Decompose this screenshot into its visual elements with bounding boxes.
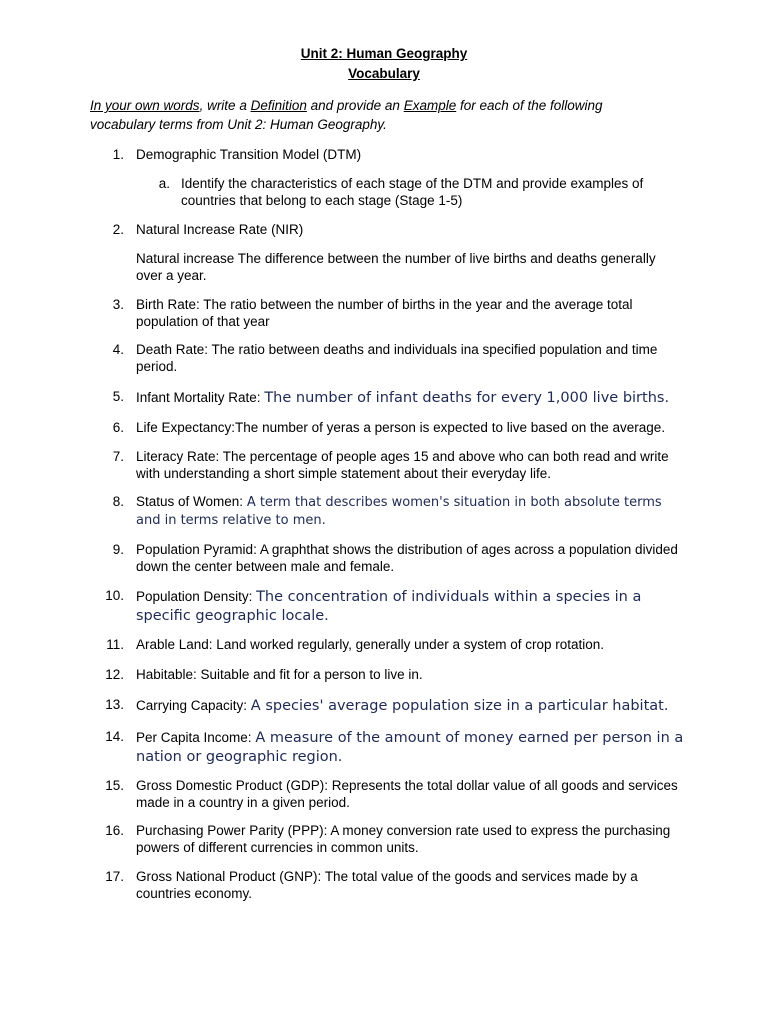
item-number: a. <box>158 176 170 191</box>
item-number: 5. <box>112 389 124 404</box>
item-term: Arable Land: Land worked regularly, generally under a system of crop rotation. <box>136 637 605 652</box>
item-number: 7. <box>112 449 124 464</box>
item-term: Natural Increase Rate (NIR) <box>136 222 304 237</box>
item-number: 8. <box>112 494 124 509</box>
item-content <box>136 588 684 626</box>
item-term: Natural increase The difference between the number of live births and deaths generally over a year. <box>136 251 656 283</box>
item-number: 12. <box>105 667 124 682</box>
item-definition: A term that describes women's situation in both absolute terms and in terms relative to men. <box>136 495 662 528</box>
item-term: Gross Domestic Product (GDP): Represents the total dollar value of all goods and services made in a country in a given period. <box>136 778 678 810</box>
item-term: Population Density: <box>136 589 257 604</box>
instructions-text: and provide an <box>306 98 404 113</box>
item-number: 2. <box>112 222 124 237</box>
item-number: 17. <box>105 869 124 884</box>
item-number: 11. <box>106 637 124 652</box>
item-term: Gross National Product (GNP): The total value of the goods and services made by a countries economy. <box>136 869 638 901</box>
item-term: Infant Mortality Rate: <box>136 390 265 405</box>
item-content <box>136 494 684 530</box>
item-term: Death Rate: The ratio between deaths and individuals ina specified population and time period. <box>136 342 658 374</box>
item-content <box>136 389 684 408</box>
item-term: Literacy Rate: The percentage of people ages 15 and above who can both read and write with understanding a short simple statement about their everyday life. <box>136 449 669 481</box>
instructions-text: for each of the following vocabulary terms from Unit 2: Human Geography. <box>90 98 603 132</box>
item-number: 9. <box>112 542 124 557</box>
item-number: 15. <box>105 778 124 793</box>
page-subtitle: Vocabulary <box>348 66 420 81</box>
item-number: 4. <box>112 342 124 357</box>
item-term: Habitable: Suitable and fit for a person to live in. <box>136 667 423 682</box>
item-term: Birth Rate: The ratio between the number of births in the year and the average total population of that year <box>136 297 633 329</box>
item-definition: The concentration of individuals within a species in a specific geographic locale. <box>136 589 642 624</box>
item-number: 6. <box>112 420 124 435</box>
item-term: Carrying Capacity: <box>136 698 251 713</box>
instructions-example: Example <box>403 98 457 113</box>
instructions <box>90 96 650 134</box>
item-definition: The number of infant deaths for every 1,000 live births. <box>264 390 670 406</box>
item-term: Status of Women: <box>136 494 247 509</box>
instructions-emphasis: In your own words <box>90 98 200 113</box>
instructions-text: , write a <box>199 98 251 113</box>
item-number: 3. <box>112 297 124 312</box>
item-term: Life Expectancy:The number of yeras a person is expected to live based on the average. <box>136 420 666 435</box>
instructions-definition: Definition <box>250 98 307 113</box>
item-term: Purchasing Power Parity (PPP): A money conversion rate used to express the purchasing powers of different currencies in common units. <box>136 823 671 855</box>
item-number: 16. <box>105 823 124 838</box>
item-term: Demographic Transition Model (DTM) <box>136 147 362 162</box>
item-definition: A measure of the amount of money earned per person in a nation or geographic region. <box>136 730 684 765</box>
item-number: 13. <box>105 697 124 712</box>
page-title: Unit 2: Human Geography <box>300 46 468 61</box>
item-term: Per Capita Income: <box>136 730 256 745</box>
item-number: 14. <box>105 729 124 744</box>
item-definition: A species' average population size in a particular habitat. <box>250 698 669 714</box>
item-term: Population Pyramid: A graphthat shows the distribution of ages across a population divided down the center between male and female. <box>136 542 678 574</box>
item-term: Identify the characteristics of each stage of the DTM and provide examples of countries that belong to each stage (Stage 1-5) <box>181 176 644 208</box>
item-number: 10. <box>105 588 124 603</box>
item-number: 1. <box>112 147 124 162</box>
item-content <box>136 697 684 716</box>
item-content <box>136 729 684 767</box>
